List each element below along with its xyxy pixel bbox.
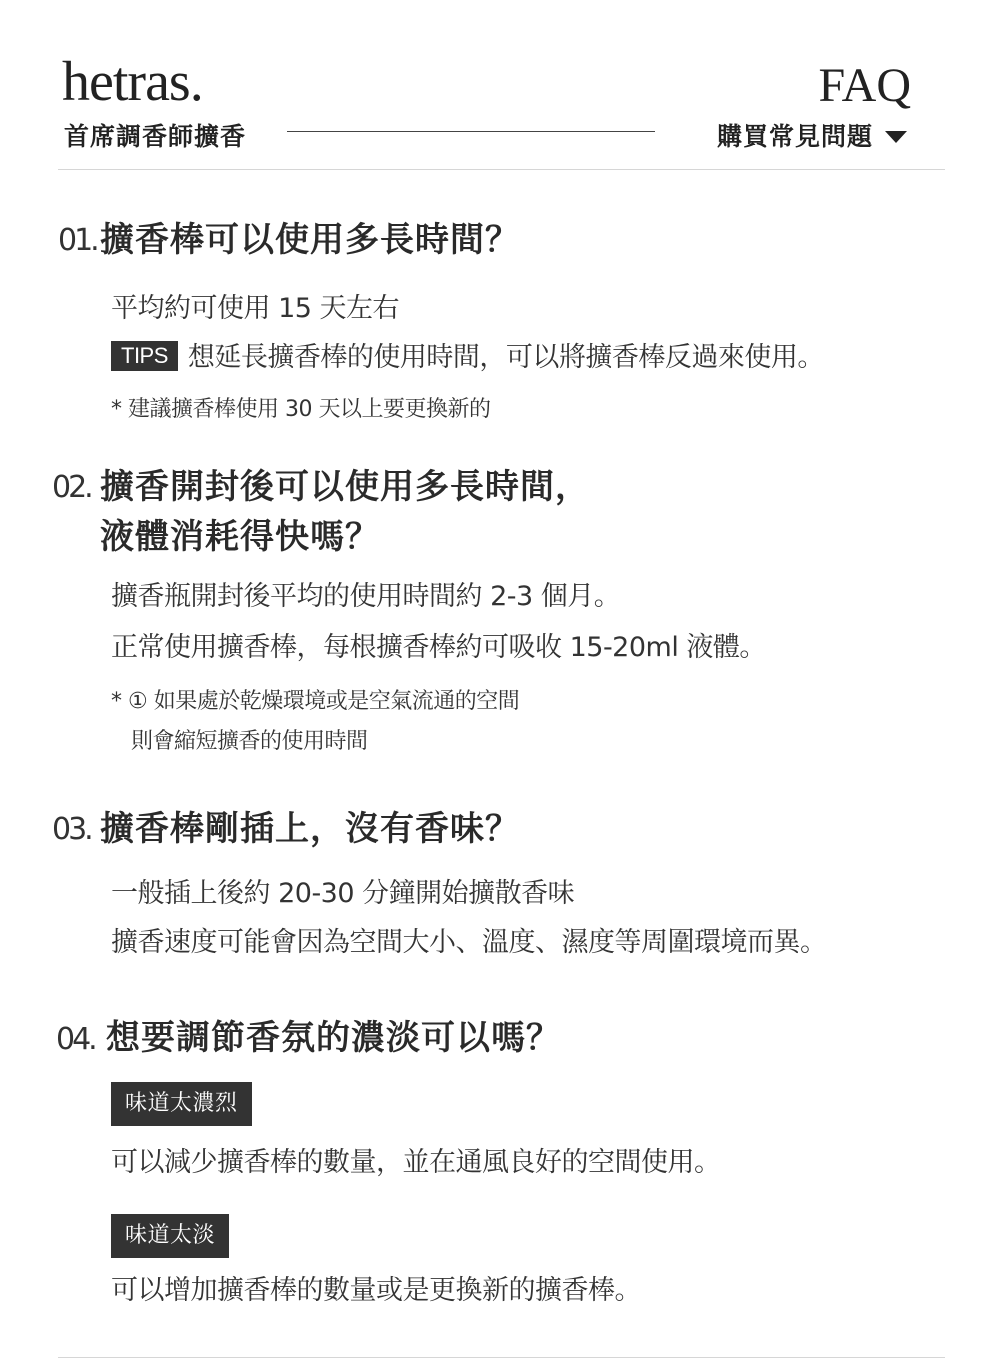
question-number: 01. xyxy=(58,223,97,258)
tips-badge: TIPS xyxy=(111,341,178,371)
answer-text: 一般插上後約 20-30 分鐘開始擴散香味 xyxy=(111,878,575,909)
answer-text: 可以增加擴香棒的數量或是更換新的擴香棒。 xyxy=(111,1275,641,1306)
answer-text: 平均約可使用 15 天左右 xyxy=(111,293,400,324)
header-rule xyxy=(287,131,655,132)
page-subtitle: 首席調香師擴香 xyxy=(64,122,247,151)
question-number: 02. xyxy=(52,470,91,505)
caret-down-icon xyxy=(885,131,907,143)
header-divider xyxy=(58,169,945,170)
answer-text: 擴香瓶開封後平均的使用時間約 2-3 個月。 xyxy=(111,581,621,612)
note-text: 則會縮短擴香的使用時間 xyxy=(131,729,368,754)
question-title: 擴香棒剛插上，沒有香味？ xyxy=(100,809,520,849)
tips-line xyxy=(111,341,824,374)
brand-logo: hetras. xyxy=(62,51,203,113)
footer-divider xyxy=(58,1357,945,1358)
answer-text: 正常使用擴香棒，每根擴香棒約可吸收 15-20ml 液體。 xyxy=(111,632,766,663)
question-title-line2: 液體消耗得快嗎？ xyxy=(100,517,380,557)
question-number: 04. xyxy=(56,1022,95,1057)
section-label: 購買常見問題 xyxy=(716,122,873,151)
tips-text: 想延長擴香棒的使用時間，可以將擴香棒反過來使用。 xyxy=(187,342,824,373)
faq-heading: FAQ xyxy=(818,59,911,112)
answer-text: 可以減少擴香棒的數量，並在通風良好的空間使用。 xyxy=(111,1147,721,1178)
question-number: 03. xyxy=(52,812,91,847)
option-tag: 味道太淡 xyxy=(111,1214,229,1258)
answer-text: 擴香速度可能會因為空間大小、溫度、濕度等周圍環境而異。 xyxy=(111,927,827,958)
question-title: 想要調節香氛的濃淡可以嗎？ xyxy=(106,1018,561,1058)
option-tag: 味道太濃烈 xyxy=(111,1082,252,1126)
note-text: * ① 如果處於乾燥環境或是空氣流通的空間 xyxy=(111,689,520,714)
question-title: 擴香棒可以使用多長時間？ xyxy=(100,220,520,260)
question-title-line1: 擴香開封後可以使用多長時間， xyxy=(100,467,590,507)
note-text: * 建議擴香棒使用 30 天以上要更換新的 xyxy=(111,397,491,422)
section-dropdown[interactable] xyxy=(717,117,907,153)
